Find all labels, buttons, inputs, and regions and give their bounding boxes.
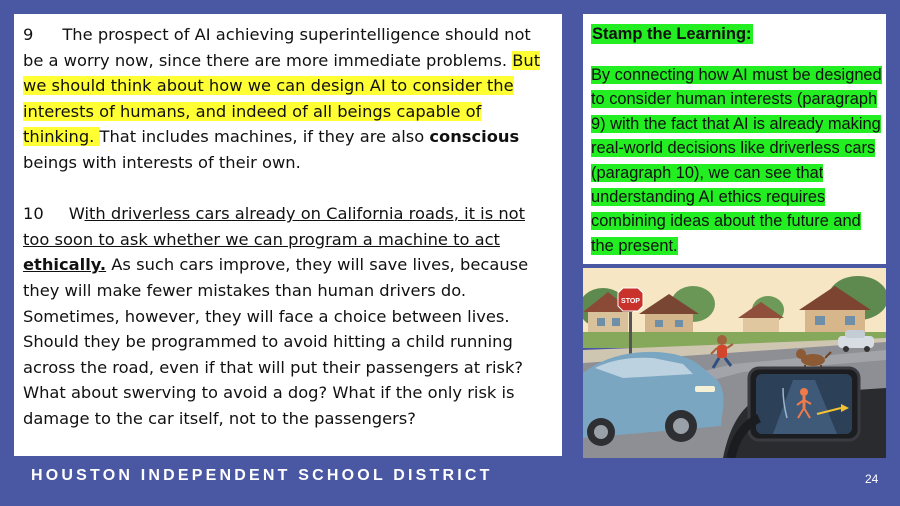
reading-passage-panel: [14, 14, 562, 456]
illustration-svg: [583, 268, 886, 458]
navigation-screen-icon: [749, 368, 859, 440]
stamp-the-learning-panel: [583, 14, 886, 264]
paragraph-text: The prospect of AI achieving superintelligence should not be a worry now, since there are more immediate problems.: [23, 25, 531, 70]
paragraph-number: 9: [23, 25, 34, 44]
paragraph-text: W: [68, 204, 85, 224]
footer-district-name: HOUSTON INDEPENDENT SCHOOL DISTRICT: [31, 467, 493, 484]
stamp-title: Stamp the Learning:: [592, 25, 752, 43]
page-number: 24: [865, 472, 879, 486]
stop-sign-text: STOP: [621, 298, 640, 305]
highlighted-sentence: But we should think about how we can design AI to consider the interests of humans, and indeed of all beings capable of thinking.: [23, 50, 541, 147]
bold-word: conscious: [429, 127, 520, 147]
stamp-body: [591, 63, 883, 258]
driverless-car-illustration: [583, 268, 886, 458]
underlined-bold-word: ethically.: [23, 255, 107, 275]
paragraph-9: [23, 22, 553, 176]
paragraph-number: 10: [23, 204, 44, 224]
paragraph-text: beings with interests of their own.: [23, 152, 301, 172]
paragraph-text: That includes machines, if they are also: [99, 127, 430, 147]
stamp-body-text: By connecting how AI must be designed to consider human interests (paragraph 9) with the fact that AI is already making real-world decisions like driverless cars (paragraph 10), we can see that understanding AI ethics requires combining ideas about the future and the present.: [591, 66, 882, 255]
underlined-text: ith driverless cars already on California roads, it is not too soon to ask whether we can program a machine to act: [23, 204, 526, 249]
paragraph-text: As such cars improve, they will save lives, because they will make fewer mistakes than human drivers do. Sometimes, however, they will face a choice between lives. Should they be programmed to avoid hitting a child running across the road, even if that will put their passengers at risk? What about swerving to avoid a dog? What if the only risk is damage to the car itself, not to the passengers?: [23, 255, 529, 428]
paragraph-10: [23, 201, 553, 431]
